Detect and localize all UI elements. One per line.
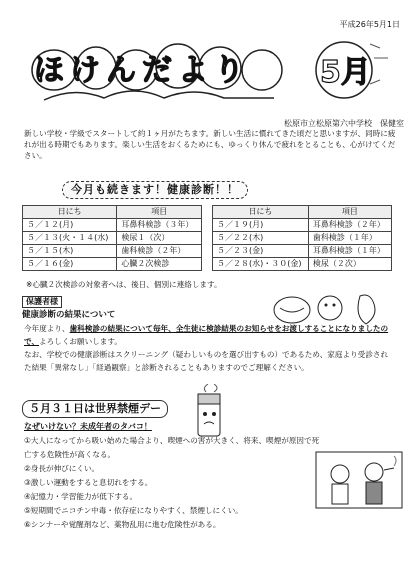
cell-date: ５／１２(月) — [23, 219, 117, 232]
list-item: ④記憶力・学習能力が低下する。 — [24, 492, 138, 501]
cell-item: 耳鼻科検診（１年） — [308, 245, 391, 258]
results-paragraph — [24, 322, 394, 374]
banner-title: ほけんだより — [34, 53, 250, 88]
col-date: 日にち — [213, 206, 309, 219]
schedule-note: ※心臓２次検診の対象者へは、後日、個別に連絡します。 — [26, 280, 222, 289]
results-text-underlined: 歯科検診の結果について毎年、全生徒に検診結果のお知らせをお渡しすることになりましたので、 — [24, 324, 389, 346]
schedule-table-right — [212, 205, 392, 271]
parents-tag: 保護者様 — [22, 296, 62, 308]
table-row — [23, 219, 202, 232]
cigarette-character-icon — [190, 384, 230, 440]
cell-date: ５／１３(火・１４(水) — [23, 232, 117, 245]
list-item: ③激しい運動をすると息切れをする。 — [24, 478, 153, 487]
cell-date: ５／２３(金) — [213, 245, 309, 258]
cell-item: 検尿１（次） — [117, 232, 202, 245]
col-item: 項目 — [117, 206, 202, 219]
school-name: 松原市立松原第六中学校 保健室 — [284, 119, 404, 128]
col-date: 日にち — [23, 206, 117, 219]
cell-date: ５／１５(木) — [23, 245, 117, 258]
list-item: ①大人になってから吸い始めた場合より、喫煙への害が大きく、将来、喫煙が原因で死亡する危険性が高くなる。 — [24, 436, 320, 459]
table-row — [213, 219, 392, 232]
cell-item: 歯科検診（１年） — [308, 232, 391, 245]
cell-date: ５／１６(金) — [23, 258, 117, 271]
list-item: ⑥シンナーや覚醒剤など、薬物乱用に進む危険性がある。 — [24, 520, 221, 529]
cell-item: 検尿（２次） — [308, 258, 391, 271]
results-title: 健康診断の結果について — [22, 310, 116, 320]
cell-item: 耳鼻科検診（３年） — [117, 219, 202, 232]
smoking-question: なぜいけない？未成年者のタバコ！ — [24, 422, 152, 431]
cell-item: 歯科検診（２年） — [117, 245, 202, 258]
table-row — [23, 258, 202, 271]
table-row — [23, 245, 202, 258]
issue-date: 平成26年5月1日 — [339, 20, 400, 29]
cell-date: ５／２２(木) — [213, 232, 309, 245]
masthead-banner — [14, 38, 406, 108]
intro-paragraph: 新しい学校・学級でスタートして約１ヶ月がたちます。新しい生活に慣れてきた頃だと思いますが、同時に疲れが出る時期でもあります。楽しい生活をおくるためにも、ゆっくり休んで疲れをとることも、心がけてください。 — [24, 129, 396, 160]
results-text-b: よろしくお願いします。 — [39, 337, 122, 346]
list-item: ②身長が伸びにくい。 — [24, 464, 100, 473]
table-row — [23, 232, 202, 245]
results-text-2: なお、学校での健康診断はスクリーニング（疑わしいものを選び出すもの）であるため、家庭より受診された結果「異常なし」「経過観察」と診断されることもありますのでご理解ください。 — [24, 350, 389, 372]
cell-date: ５／２８(水)・３０(金) — [213, 258, 309, 271]
checkup-heading: 今月も続きます！健康診断！！ — [62, 181, 248, 199]
table-row — [213, 245, 392, 258]
cell-item: 心臓２次検診 — [117, 258, 202, 271]
cell-item: 耳鼻科検診（２年） — [308, 219, 391, 232]
table-row — [213, 232, 392, 245]
table-row — [213, 258, 392, 271]
smoking-section-heading: ５月３１日は世界禁煙デー — [22, 400, 168, 418]
dental-illustration — [268, 290, 388, 326]
col-item: 項目 — [308, 206, 391, 219]
smoking-kids-illustration — [314, 450, 404, 510]
schedule-table-left — [22, 205, 202, 271]
results-text-a: 今年度より、 — [24, 324, 70, 333]
banner-month: 5月 — [320, 55, 371, 90]
list-item: ⑤短期間でニコチン中毒・依存症になりやすく、禁煙しにくい。 — [24, 506, 243, 515]
cell-date: ５／１９(月) — [213, 219, 309, 232]
